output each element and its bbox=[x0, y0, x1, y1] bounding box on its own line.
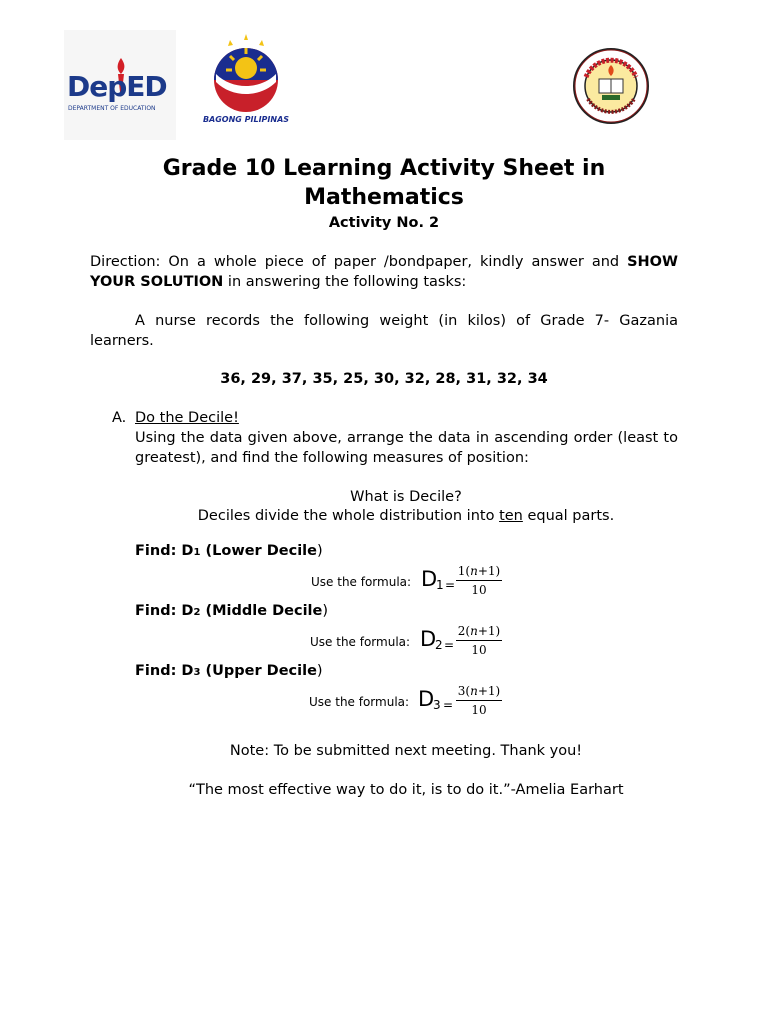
section-heading: Do the Decile! bbox=[135, 410, 239, 426]
formula-d1-eq: = bbox=[445, 578, 456, 592]
formula-d2-sub: 2 bbox=[435, 638, 443, 652]
section-instruction: Using the data given above, arrange the data in ascending order (least to greatest), and find the following measures of position: bbox=[135, 430, 678, 466]
find-d1-close: ) bbox=[316, 543, 323, 559]
find-d1 bbox=[135, 541, 323, 563]
find-d1-label: Find: D bbox=[135, 543, 194, 559]
formula-d3 bbox=[309, 683, 509, 723]
find-d3-name: (Upper Decile bbox=[200, 663, 317, 679]
formula-d3-eq: = bbox=[443, 698, 454, 712]
activity-number: Activity No. 2 bbox=[328, 215, 440, 231]
problem-statement: A nurse records the following weight (in kilos) of Grade 7- Gazania learners. bbox=[90, 313, 678, 349]
find-d2 bbox=[135, 601, 328, 623]
direction-bold: SHOW YOUR SOLUTION bbox=[90, 254, 678, 290]
header-logos bbox=[0, 0, 768, 150]
direction-suffix: in answering the following tasks: bbox=[223, 274, 467, 290]
decile-definition bbox=[0, 506, 768, 526]
find-d2-sub: 2 bbox=[193, 607, 201, 618]
find-d3 bbox=[135, 661, 323, 683]
school-seal-icon bbox=[572, 47, 650, 125]
formula-d1-label: Use the formula: bbox=[311, 575, 412, 589]
direction-prefix: Direction: On a whole piece of paper /bondpaper, kindly answer and bbox=[90, 254, 628, 270]
submission-note: Note: To be submitted next meeting. Thank you! bbox=[229, 743, 583, 759]
bagong-pilipinas-logo bbox=[196, 30, 296, 130]
formula-d2-eq: = bbox=[444, 638, 455, 652]
find-d3-sub: 3 bbox=[193, 667, 201, 678]
formula-d2-d: D bbox=[420, 627, 437, 651]
formula-d3-sub: 3 bbox=[433, 698, 441, 712]
find-d2-close: ) bbox=[322, 603, 329, 619]
formula-d1-sub: 1 bbox=[436, 578, 444, 592]
formula-d2 bbox=[310, 623, 510, 663]
decile-def-suffix: equal parts. bbox=[522, 508, 615, 524]
page-title-line-2: Mathematics bbox=[304, 185, 464, 210]
formula-d3-fraction: $\frac{3(n+1)}{10}$ bbox=[457, 684, 501, 717]
find-d2-name: (Middle Decile bbox=[200, 603, 323, 619]
data-values: 36, 29, 37, 35, 25, 30, 32, 28, 31, 32, 34 bbox=[220, 371, 548, 387]
quote: “The most effective way to do it, is to do it.”-Amelia Earhart bbox=[188, 782, 624, 798]
decile-question: What is Decile? bbox=[350, 489, 462, 505]
deped-wordmark: DepED bbox=[67, 70, 167, 103]
find-d1-sub: 1 bbox=[193, 547, 201, 558]
find-d3-label: Find: D bbox=[135, 663, 194, 679]
formula-d2-label: Use the formula: bbox=[310, 635, 411, 649]
bagong-pilipinas-label: BAGONG PILIPINAS bbox=[202, 115, 290, 124]
page-title-line-1: Grade 10 Learning Activity Sheet in bbox=[162, 156, 606, 181]
formula-d3-label: Use the formula: bbox=[309, 695, 410, 709]
deped-subtext: DEPARTMENT OF EDUCATION bbox=[68, 105, 156, 112]
decile-def-prefix: Deciles divide the whole distribution into bbox=[197, 508, 500, 524]
formula-d1-d: D bbox=[421, 567, 438, 591]
direction-text bbox=[90, 252, 678, 292]
formula-d1 bbox=[311, 563, 511, 603]
formula-d3-d: D bbox=[418, 687, 435, 711]
formula-d2-fraction: $\frac{2(n+1)}{10}$ bbox=[457, 624, 501, 657]
decile-def-underlined: ten bbox=[499, 508, 523, 524]
find-d1-name: (Lower Decile bbox=[200, 543, 317, 559]
find-d2-label: Find: D bbox=[135, 603, 194, 619]
formula-d1-fraction: $\frac{1(n+1)}{10}$ bbox=[457, 564, 501, 597]
sun-flag-icon bbox=[202, 30, 290, 114]
school-seal bbox=[572, 47, 650, 125]
deped-logo bbox=[64, 30, 176, 140]
section-marker: A. bbox=[112, 410, 127, 426]
find-d3-close: ) bbox=[316, 663, 323, 679]
